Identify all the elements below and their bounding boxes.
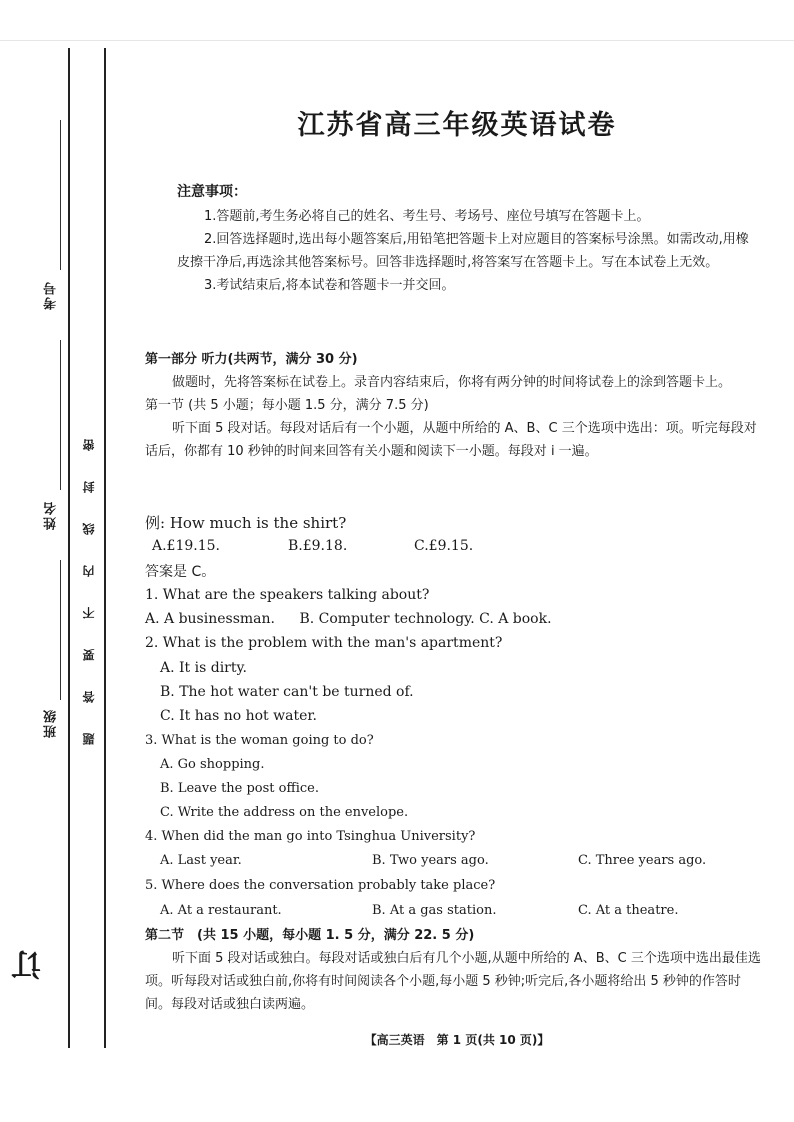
q4-option-a: A. Last year. [160, 853, 242, 868]
label-kaohao: 考号 [44, 280, 59, 310]
q3-option-c: C. Write the address on the envelope. [160, 805, 409, 820]
notice-heading: 注意事项： [177, 184, 247, 200]
notice-list [177, 205, 752, 297]
q4-option-b: B. Two years ago. [372, 853, 489, 868]
example-answer: 答案是 C。 [145, 564, 216, 580]
sec2-block [145, 924, 765, 1016]
question-2: 2. What is the problem with the man's apartment? [145, 635, 503, 651]
part1-intro: 做题时，先将答案标在试卷上。录音内容结束后，你将有两分钟的时间将试卷上的涂到答题卡上。 [172, 375, 732, 390]
example-option-c: C.£9.15. [414, 538, 474, 554]
label-banji: 班级 [44, 708, 59, 738]
page-footer: 【高三英语 第 1 页(共 10 页)】 [364, 1033, 550, 1047]
part1-block [145, 348, 765, 463]
part1-heading: 第一部分 听力(共两节，满分 30 分) [145, 352, 358, 367]
question-5: 5. Where does the conversation probably take place? [145, 878, 496, 893]
sec2-intro: 听下面 5 段对话或独白。每段对话或独白后有几个小题,从题中所给的 A、B、C 三个选项中选出最佳选项。听每段对话或独白前,你将有时间阅读各个小题,每小题 5 秒钟;听完后,各小题将给出 5 秒钟的作答时间。每段对话或独白读两遍。 [145, 951, 761, 1012]
page-title: 江苏省高三年级英语试卷 [297, 110, 617, 141]
notice-item-2: 2.回答选择题时,选出每小题答案后,用铅笔把答题卡上对应题目的答案标号涂黑。如需改动,用橡皮擦干净后,再选涂其他答案标号。回答非选择题时,将答案写在答题卡上。写在本试卷上无效。 [177, 232, 749, 270]
q1-option-a: A. A businessman. [145, 611, 275, 627]
q1-option-bc: B. Computer technology. C. A book. [299, 611, 552, 627]
label-xingming: 姓名 [44, 500, 59, 530]
sec1-intro: 听下面 5 段对话。每段对话后有一个小题，从题中所给的 A、B、C 三个选项中选出：项。听完每段对话后，你都有 10 秒钟的时间来回答有关小题和阅读下一小题。每段对 i 一遍。 [145, 421, 757, 459]
q5-option-b: B. At a gas station. [372, 903, 497, 918]
seal-line-text: 题答要不内线封密 [82, 409, 96, 745]
notice-item-1: 1.答题前,考生务必将自己的姓名、考生号、考场号、座位号填写在答题卡上。 [204, 209, 650, 224]
question-3: 3. What is the woman going to do? [145, 733, 374, 748]
sec1-heading: 第一节 (共 5 小题；每小题 1.5 分，满分 7.5 分) [145, 398, 429, 413]
q2-option-c: C. It has no hot water. [160, 708, 317, 724]
example-question: 例: How much is the shirt? [145, 514, 347, 532]
q2-option-a: A. It is dirty. [160, 660, 247, 676]
sec2-heading: 第二节 (共 15 小题，每小题 1. 5 分，满分 22. 5 分) [145, 928, 475, 943]
example-option-b: B.£9.18. [288, 538, 348, 554]
q3-option-b: B. Leave the post office. [160, 781, 319, 796]
question-4: 4. When did the man go into Tsinghua University? [145, 829, 476, 844]
q3-option-a: A. Go shopping. [160, 757, 265, 772]
corner-mark: 订 [12, 950, 47, 980]
example-option-a: A.£19.15. [152, 538, 220, 554]
q5-option-a: A. At a restaurant. [160, 903, 282, 918]
q5-option-c: C. At a theatre. [578, 903, 679, 918]
notice-item-3: 3.考试结束后,将本试卷和答题卡一并交回。 [204, 278, 455, 293]
q1-options [145, 611, 552, 627]
q2-option-b: B. The hot water can't be turned of. [160, 684, 414, 700]
q4-option-c: C. Three years ago. [578, 853, 707, 868]
question-1: 1. What are the speakers talking about? [145, 587, 430, 603]
